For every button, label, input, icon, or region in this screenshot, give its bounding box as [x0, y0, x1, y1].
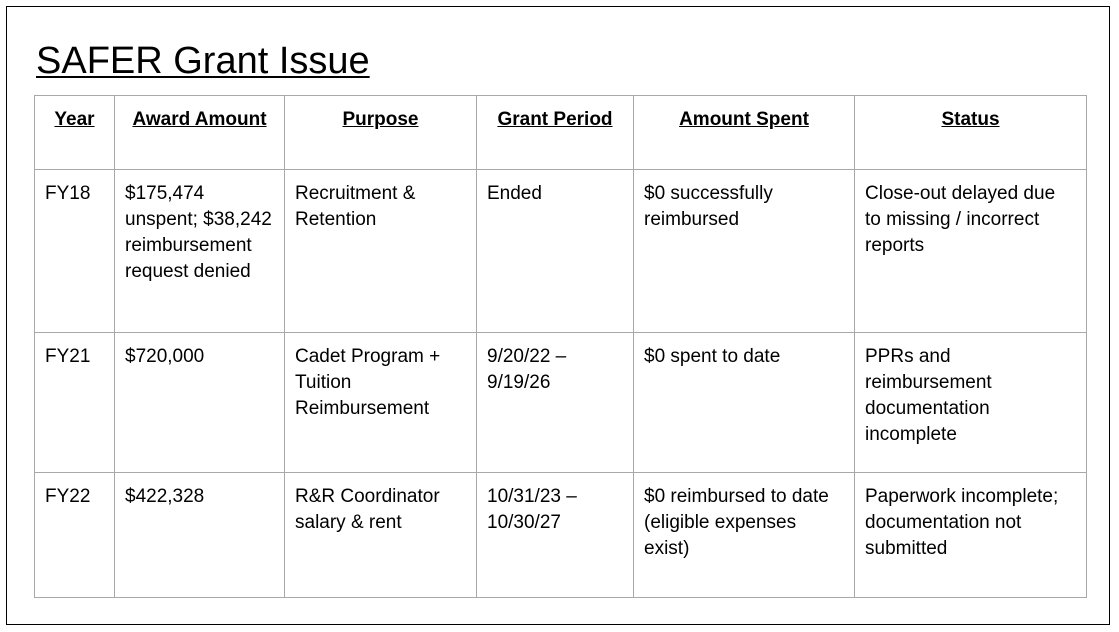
table-row — [35, 170, 1087, 333]
cell-purpose: Cadet Program + Tuition Reimbursement — [285, 333, 477, 473]
cell-status: Paperwork incomplete; documentation not submitted — [855, 473, 1087, 598]
header-award-amount: Award Amount — [115, 96, 285, 170]
header-amount-spent: Amount Spent — [634, 96, 855, 170]
cell-amount-spent: $0 spent to date — [634, 333, 855, 473]
table-row — [35, 473, 1087, 598]
table-row — [35, 333, 1087, 473]
grant-table — [34, 95, 1087, 598]
cell-purpose: Recruitment & Retention — [285, 170, 477, 333]
slide — [6, 6, 1110, 625]
header-purpose: Purpose — [285, 96, 477, 170]
table-header-row — [35, 96, 1087, 170]
cell-year: FY18 — [35, 170, 115, 333]
cell-grant-period: Ended — [477, 170, 634, 333]
header-year: Year — [35, 96, 115, 170]
cell-award-amount: $175,474 unspent; $38,242 reimbursement request denied — [115, 170, 285, 333]
cell-grant-period: 10/31/23 – 10/30/27 — [477, 473, 634, 598]
cell-award-amount: $422,328 — [115, 473, 285, 598]
cell-grant-period: 9/20/22 – 9/19/26 — [477, 333, 634, 473]
cell-purpose: R&R Coordinator salary & rent — [285, 473, 477, 598]
cell-status: PPRs and reimbursement documentation incomplete — [855, 333, 1087, 473]
cell-year: FY21 — [35, 333, 115, 473]
cell-amount-spent: $0 reimbursed to date (eligible expenses exist) — [634, 473, 855, 598]
header-status: Status — [855, 96, 1087, 170]
cell-status: Close-out delayed due to missing / incorrect reports — [855, 170, 1087, 333]
cell-award-amount: $720,000 — [115, 333, 285, 473]
cell-year: FY22 — [35, 473, 115, 598]
cell-amount-spent: $0 successfully reimbursed — [634, 170, 855, 333]
header-grant-period: Grant Period — [477, 96, 634, 170]
page-title: SAFER Grant Issue — [36, 40, 370, 82]
